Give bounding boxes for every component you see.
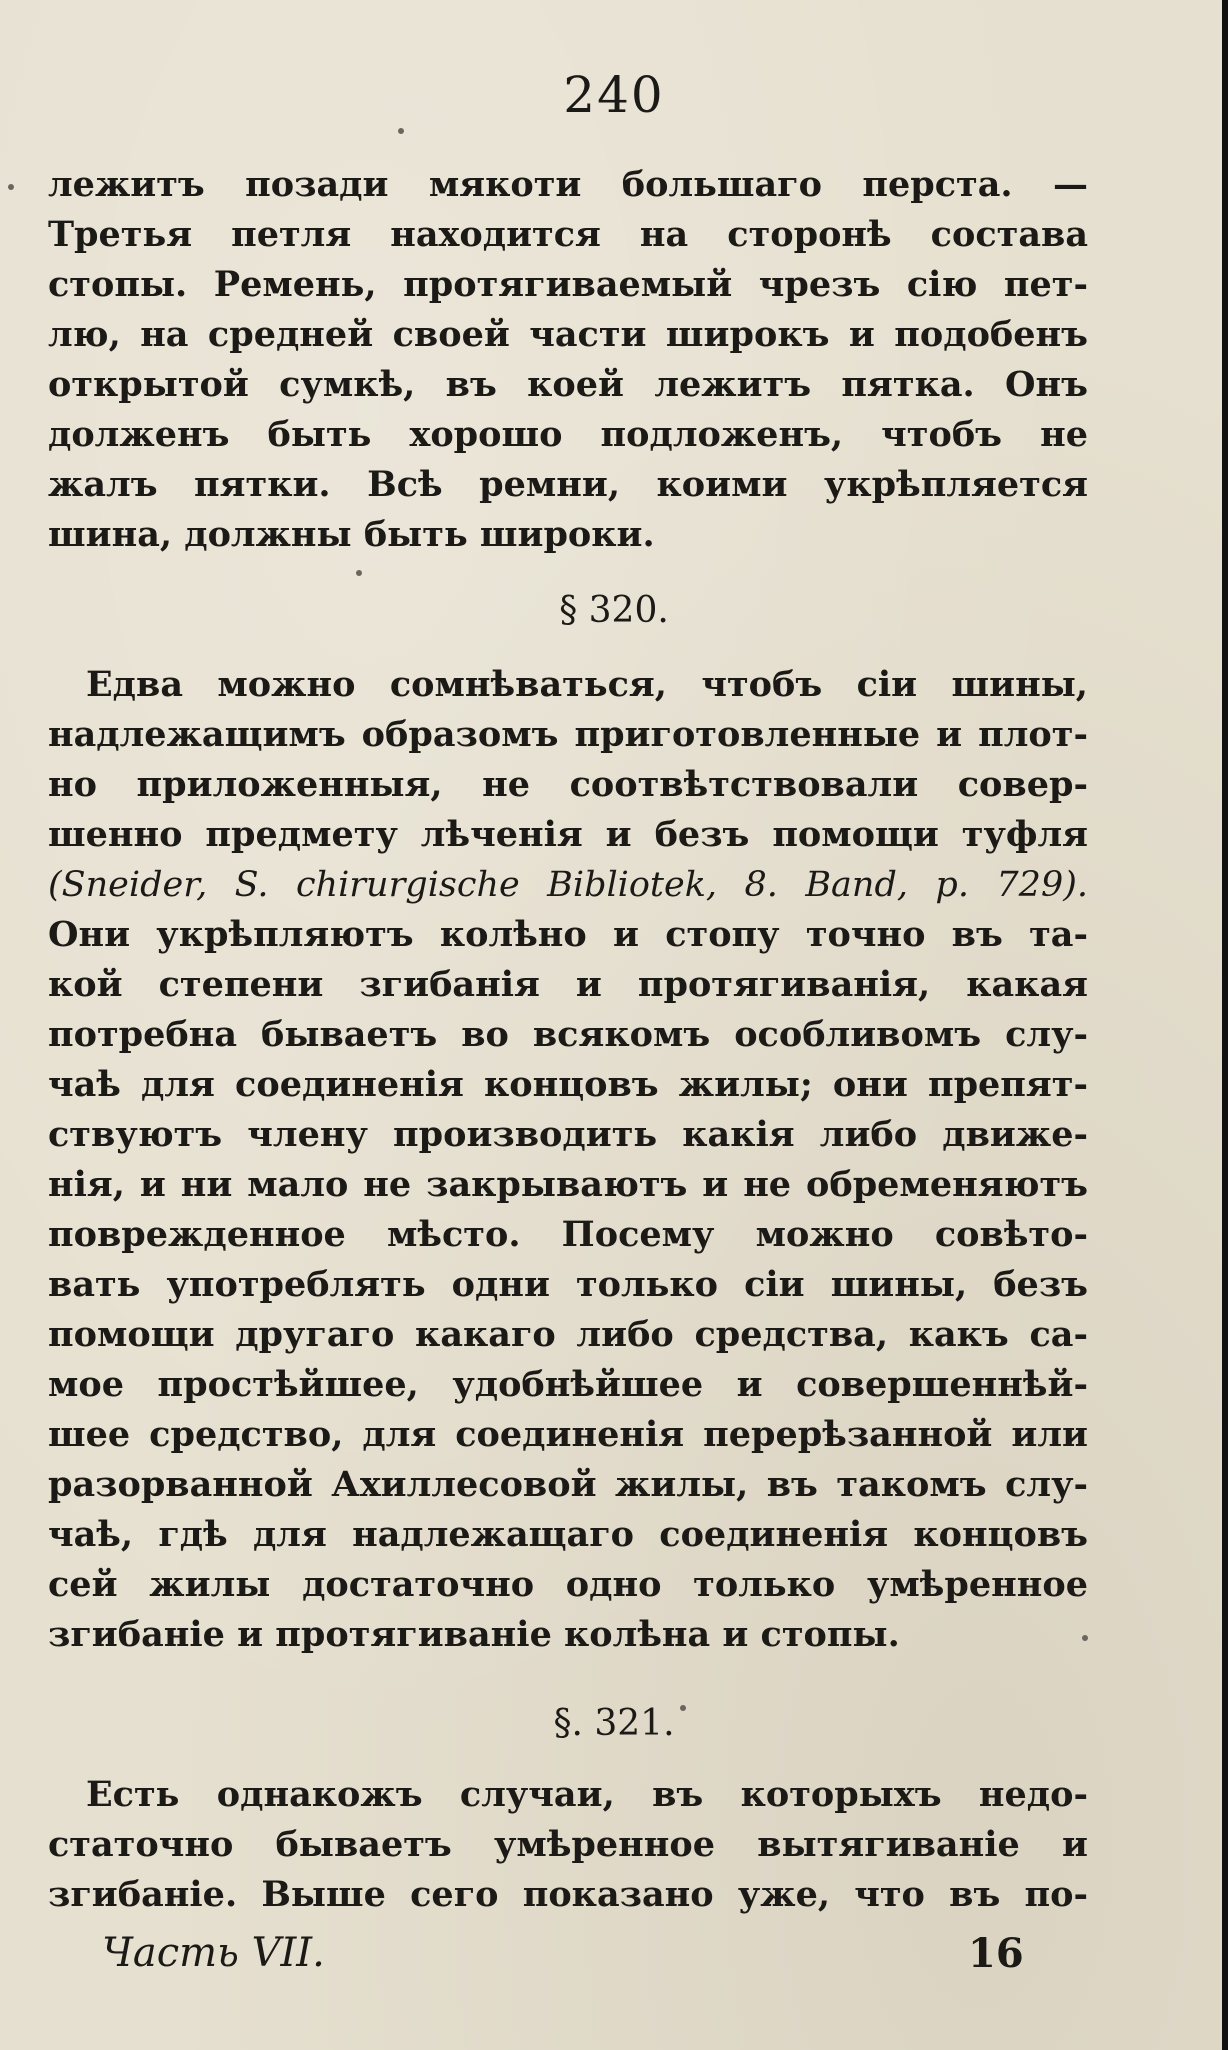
text-line: поврежденное мѣсто. Посему можно совѣто- (48, 1214, 1088, 1255)
text-line: стопы. Ремень, протягиваемый чрезъ сію пет- (48, 264, 1088, 305)
text-line: надлежащимъ образомъ приготовленные и плот- (48, 714, 1088, 755)
paper-speck (680, 1705, 686, 1711)
paper-speck (1082, 1635, 1088, 1641)
text-line: но приложенныя, не соотвѣтствовали совер- (48, 764, 1088, 805)
text-line: нія, и ни мало не закрываютъ и не обременяютъ (48, 1164, 1088, 1205)
text-line: лю, на средней своей части широкъ и подобенъ (48, 314, 1088, 355)
text-line: жалъ пятки. Всѣ ремни, коими укрѣпляется (48, 464, 1088, 505)
text-line: Едва можно сомнѣваться, чтобъ сіи шины, (86, 664, 1088, 705)
paragraph-top (48, 160, 1088, 560)
text-line: открытой сумкѣ, въ коей лежитъ пятка. Онъ (48, 364, 1088, 405)
paragraph-321 (48, 1770, 1088, 1920)
text-line: статочно бываетъ умѣренное вытягиваніе и (48, 1824, 1088, 1865)
text-line: вать употреблять одни только сіи шины, безъ (48, 1264, 1088, 1305)
text-line: ствуютъ члену производить какія либо движе- (48, 1114, 1088, 1155)
footer-signature: Часть VII. (102, 1930, 325, 1976)
text-line: шенно предмету лѣченія и безъ помощи туфля (48, 814, 1088, 855)
text-line: лежитъ позади мякоти большаго перста. — (48, 164, 1088, 205)
text-line: чаѣ, гдѣ для надлежащаго соединенія концовъ (48, 1514, 1088, 1555)
page-number: 240 (563, 66, 665, 124)
text-line: шина, должны быть широки. (48, 514, 655, 555)
paragraph-320 (48, 660, 1088, 1660)
text-line: Они укрѣпляютъ колѣно и стопу точно въ та- (48, 914, 1088, 955)
text-line: помощи другаго какаго либо средства, какъ са- (48, 1314, 1088, 1355)
paper-speck (356, 570, 362, 576)
paper-speck (398, 128, 404, 134)
section-heading-320: § 320. (559, 590, 669, 631)
text-line: шее средство, для соединенія перерѣзанной или (48, 1414, 1088, 1455)
text-line: потребна бываетъ во всякомъ особливомъ слу- (48, 1014, 1088, 1055)
text-line: згибаніе. Выше сего показано уже, что въ по- (48, 1874, 1088, 1915)
text-line: Третья петля находится на сторонѣ состава (48, 214, 1088, 255)
paper-speck (8, 184, 14, 190)
text-line: Есть однакожъ случаи, въ которыхъ недо- (86, 1774, 1088, 1815)
footer-sheet-number: 16 (968, 1930, 1024, 1977)
text-line: долженъ быть хорошо подложенъ, чтобъ не (48, 414, 1088, 455)
text-line: чаѣ для соединенія концовъ жилы; они препят- (48, 1064, 1088, 1105)
text-line: сей жилы достаточно одно только умѣренное (48, 1564, 1088, 1605)
section-heading-321: §. 321. (553, 1703, 675, 1744)
text-line: мое простѣйшее, удобнѣйшее и совершеннѣй- (48, 1364, 1088, 1405)
text-line: кой степени згибанія и протягиванія, какая (48, 964, 1088, 1005)
text-line: разорванной Ахиллесовой жилы, въ такомъ слу- (48, 1464, 1088, 1505)
text-line: (Sneider, S. chirurgische Bibliotek, 8. Band, p. 729). (48, 865, 1088, 905)
text-line: згибаніе и протягиваніе колѣна и стопы. (48, 1614, 900, 1655)
